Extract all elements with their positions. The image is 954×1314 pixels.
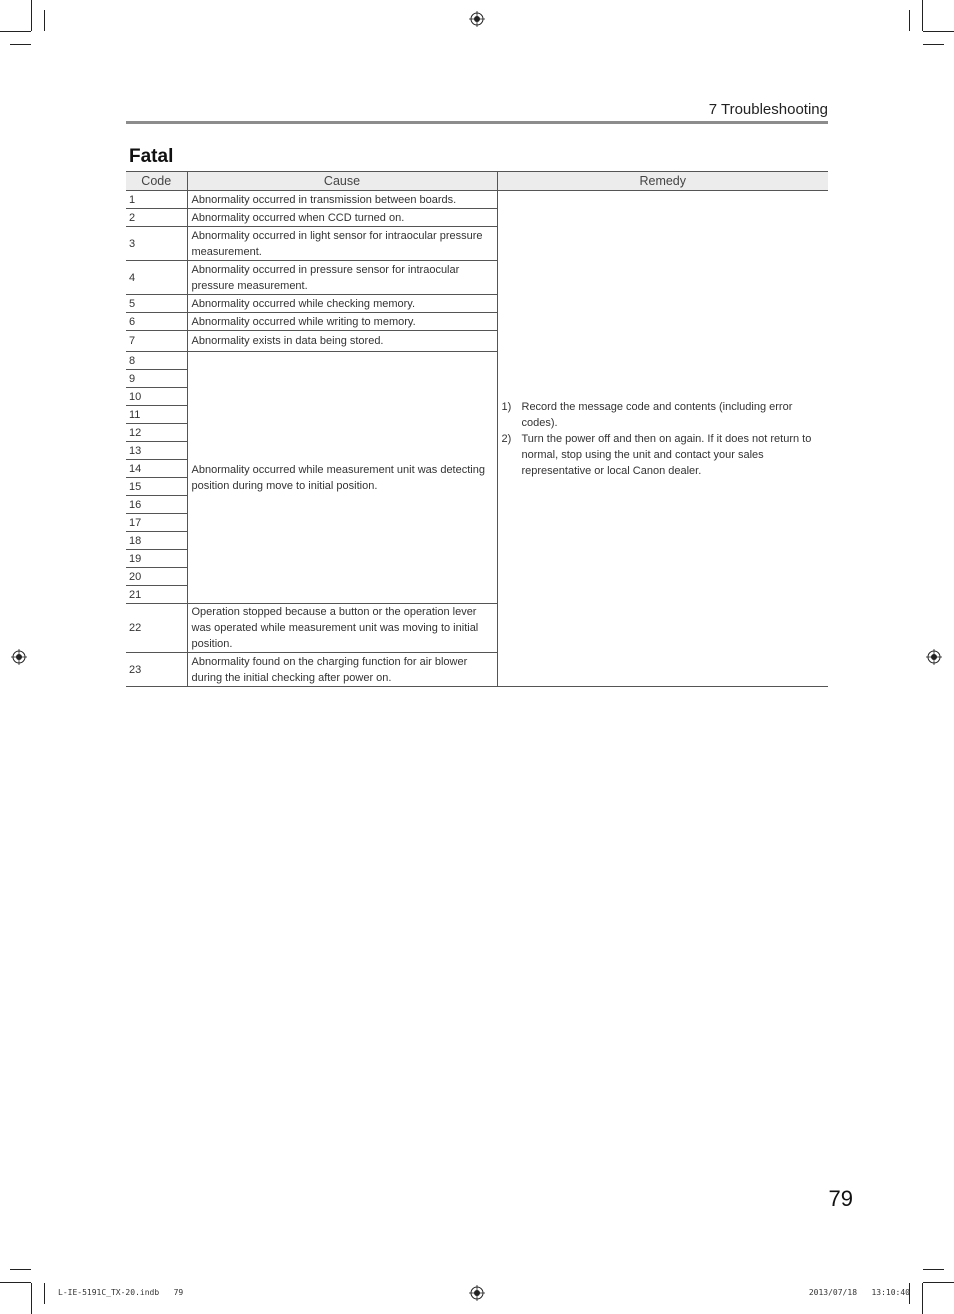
column-header-cause: Cause xyxy=(187,172,497,191)
crop-mark xyxy=(44,10,45,31)
code-cell: 12 xyxy=(126,424,187,442)
remedy-item-text: Turn the power off and then on again. If it does not return to normal, stop using the unit and contact your sales representative or local Canon dealer. xyxy=(521,432,812,477)
code-cell: 23 xyxy=(126,653,187,687)
crop-mark xyxy=(923,44,944,45)
footer-timestamp: 2013/07/18 13:10:40 xyxy=(808,1288,910,1297)
crop-mark xyxy=(923,31,954,32)
code-cell: 2 xyxy=(126,209,187,227)
remedy-list xyxy=(502,399,825,479)
code-cell: 22 xyxy=(126,604,187,653)
column-header-remedy: Remedy xyxy=(497,172,828,191)
column-header-code: Code xyxy=(126,172,187,191)
remedy-item-number: 2) xyxy=(501,432,512,445)
code-cell: 8 xyxy=(126,352,187,370)
chapter-header: 7 Troubleshooting xyxy=(708,101,828,118)
code-cell: 14 xyxy=(126,460,187,478)
code-cell: 17 xyxy=(126,514,187,532)
cause-cell: Abnormality occurred while checking memory. xyxy=(187,295,497,313)
remedy-item xyxy=(502,431,825,479)
crop-mark xyxy=(31,1283,32,1314)
cause-cell: Abnormality occurred in light sensor for intraocular pressure measurement. xyxy=(187,227,497,261)
code-cell: 13 xyxy=(126,442,187,460)
remedy-item-number: 1) xyxy=(501,400,512,413)
cause-cell: Abnormality occurred in pressure sensor for intraocular pressure measurement. xyxy=(187,261,497,295)
crop-mark xyxy=(922,1283,923,1314)
crop-mark xyxy=(10,1269,31,1270)
crop-mark xyxy=(923,1269,944,1270)
crop-mark xyxy=(909,10,910,31)
code-cell: 19 xyxy=(126,550,187,568)
remedy-cell xyxy=(497,191,828,687)
page-number: 79 xyxy=(828,1186,853,1211)
crosshair-registration-icon xyxy=(926,649,942,665)
code-cell: 15 xyxy=(126,478,187,496)
cause-cell: Operation stopped because a button or the operation lever was operated while measurement unit was moving to initial position. xyxy=(187,604,497,653)
crop-mark xyxy=(923,1282,954,1283)
crop-mark xyxy=(44,1283,45,1304)
error-code-table xyxy=(126,171,828,687)
crop-mark xyxy=(31,0,32,31)
table-header-row xyxy=(126,172,828,191)
crop-mark xyxy=(10,44,31,45)
header-rule xyxy=(126,121,828,124)
crosshair-registration-icon xyxy=(469,11,485,27)
crop-mark xyxy=(0,31,31,32)
code-cell: 16 xyxy=(126,496,187,514)
cause-cell: Abnormality exists in data being stored. xyxy=(187,331,497,352)
footer-file-name: L-IE-5191C_TX-20.indb 79 xyxy=(58,1288,184,1297)
cause-cell: Abnormality occurred while writing to memory. xyxy=(187,313,497,331)
remedy-item-text: Record the message code and contents (including error codes). xyxy=(521,400,793,429)
section-title: Fatal xyxy=(129,146,174,167)
table-row xyxy=(126,191,828,209)
remedy-item xyxy=(502,399,825,431)
code-cell: 7 xyxy=(126,331,187,352)
code-cell: 21 xyxy=(126,586,187,604)
crop-mark xyxy=(922,0,923,31)
code-cell: 1 xyxy=(126,191,187,209)
crosshair-registration-icon xyxy=(11,649,27,665)
code-cell: 5 xyxy=(126,295,187,313)
code-cell: 9 xyxy=(126,370,187,388)
code-cell: 6 xyxy=(126,313,187,331)
code-cell: 20 xyxy=(126,568,187,586)
code-cell: 11 xyxy=(126,406,187,424)
code-cell: 3 xyxy=(126,227,187,261)
cause-cell: Abnormality occurred when CCD turned on. xyxy=(187,209,497,227)
cause-cell: Abnormality found on the charging function for air blower during the initial checking after power on. xyxy=(187,653,497,687)
crosshair-registration-icon xyxy=(469,1285,485,1301)
code-cell: 10 xyxy=(126,388,187,406)
code-cell: 18 xyxy=(126,532,187,550)
cause-cell-merged: Abnormality occurred while measurement unit was detecting position during move to initial position. xyxy=(187,352,497,604)
crop-mark xyxy=(0,1282,31,1283)
code-cell: 4 xyxy=(126,261,187,295)
cause-cell: Abnormality occurred in transmission between boards. xyxy=(187,191,497,209)
